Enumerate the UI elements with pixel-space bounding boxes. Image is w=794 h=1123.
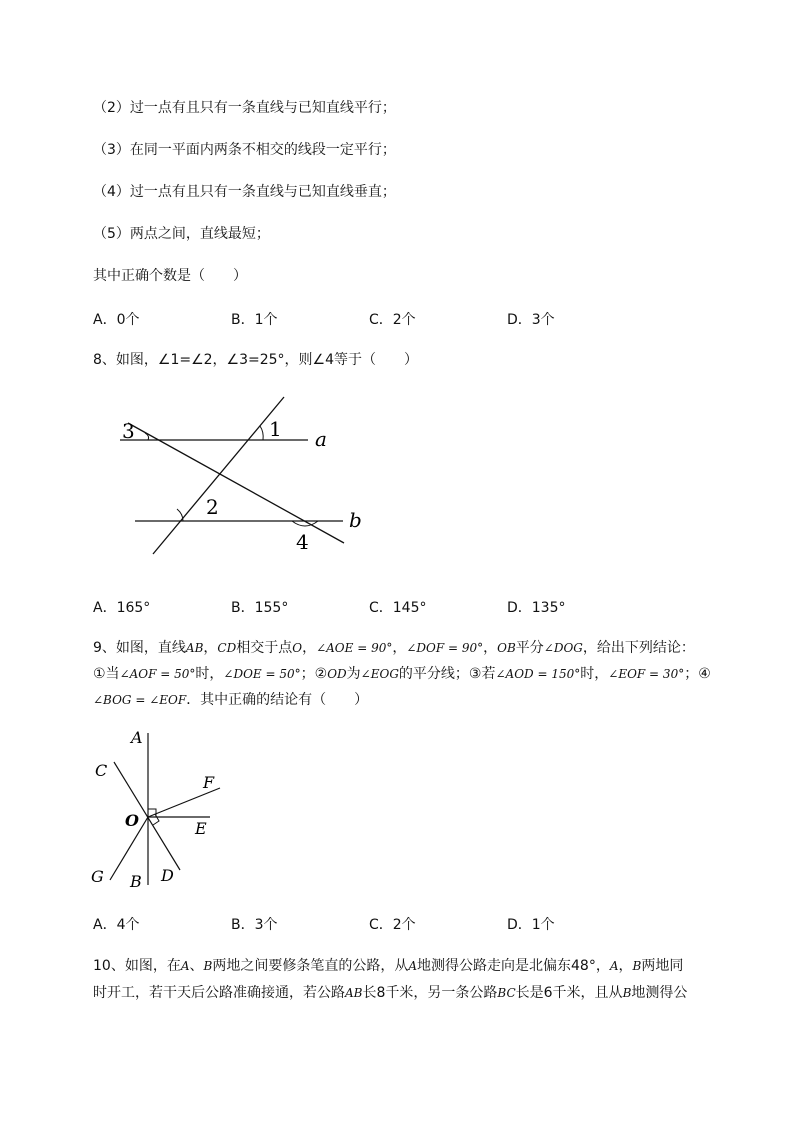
text: 地测得公: [631, 985, 688, 1001]
q8-option-a[interactable]: A．165°: [93, 600, 151, 616]
q9-figure: [85, 725, 245, 895]
angle-1-label: 1: [269, 417, 282, 441]
text: 10、如图，在: [93, 958, 181, 974]
text: 两地同: [641, 958, 684, 974]
q8-option-c[interactable]: C．145°: [369, 600, 427, 616]
math: OB: [497, 641, 516, 655]
math: ∠DOG: [543, 641, 583, 655]
text: 时，: [195, 666, 224, 682]
transversal-2: [153, 397, 284, 554]
q9-stem-line-2: [93, 664, 711, 684]
text: ；②: [300, 666, 328, 682]
math: O: [292, 641, 303, 655]
label-b: B: [130, 872, 142, 891]
q7-options: [93, 309, 733, 329]
line-a-label: a: [315, 427, 327, 451]
right-angle-mark-dof: [153, 814, 159, 825]
math: BC: [497, 986, 516, 1000]
q7-option-c[interactable]: C．2个: [369, 312, 416, 328]
label-o: O: [125, 811, 139, 830]
q9-options: [93, 914, 733, 934]
q8-options: [93, 597, 733, 617]
q9-stem-line-1: [93, 638, 695, 658]
q10-stem-line-1: [93, 956, 683, 976]
math: AB: [185, 641, 204, 655]
q9-option-c[interactable]: C．2个: [369, 917, 416, 933]
text: 长8千米，另一条公路: [362, 985, 498, 1001]
text: ，: [618, 958, 633, 974]
math: ∠AOD = 150°: [495, 667, 581, 681]
text: 相交于点: [236, 640, 293, 656]
q7-option-a[interactable]: A．0个: [93, 312, 140, 328]
math: ∠DOF = 90°: [406, 641, 484, 655]
text: ；④: [684, 666, 711, 682]
angle-3-label: 3: [122, 419, 135, 443]
text: 时，: [580, 666, 609, 682]
statement-4: （4）过一点有且只有一条直线与已知直线垂直；: [93, 184, 396, 200]
q8-stem: 8、如图，∠1=∠2，∠3=25°，则∠4等于（ ）: [93, 352, 419, 368]
math: ∠EOG: [360, 667, 399, 681]
statement-5: （5）两点之间，直线最短；: [93, 226, 270, 242]
text: 两地之间要修条笔直的公路，从: [212, 958, 409, 974]
text: 9、如图，直线: [93, 640, 186, 656]
line-b-label: b: [349, 508, 362, 532]
text: 、: [189, 958, 204, 974]
math: A: [408, 959, 417, 973]
q9-option-d[interactable]: D．1个: [507, 917, 555, 933]
math: ∠DOE = 50°: [223, 667, 301, 681]
math: OD: [327, 667, 347, 681]
q9-option-b[interactable]: B．3个: [231, 917, 278, 933]
text: 为: [346, 666, 361, 682]
label-d: D: [161, 866, 174, 885]
q7-option-b[interactable]: B．1个: [231, 312, 278, 328]
text: ，: [203, 640, 218, 656]
text: 的平分线；③若: [398, 666, 496, 682]
q7-prompt: 其中正确个数是（ ）: [93, 268, 247, 284]
math: ∠AOE = 90°: [316, 641, 393, 655]
label-g: G: [91, 867, 104, 886]
angle-4-label: 4: [296, 530, 309, 554]
q8-option-d[interactable]: D．135°: [507, 600, 566, 616]
math: CD: [217, 641, 237, 655]
math: A: [180, 959, 190, 973]
text: ，: [302, 640, 317, 656]
ray-of: [148, 788, 220, 817]
text: ①当: [93, 666, 120, 682]
text: ，: [392, 640, 407, 656]
math: ∠AOF = 50°: [119, 667, 196, 681]
angle-1-arc: [260, 426, 263, 440]
text: ，给出下列结论：: [582, 640, 695, 656]
q9-option-a[interactable]: A．4个: [93, 917, 140, 933]
math: B: [632, 959, 642, 973]
q8-option-b[interactable]: B．155°: [231, 600, 289, 616]
statement-3: （3）在同一平面内两条不相交的线段一定平行；: [93, 142, 396, 158]
q7-option-d[interactable]: D．3个: [507, 312, 555, 328]
text: 地测得公路走向是北偏东48°，: [417, 958, 610, 974]
label-c: C: [95, 761, 108, 780]
label-a: A: [131, 728, 143, 747]
text: ，: [483, 640, 498, 656]
text: 长是6千米，且从: [515, 985, 623, 1001]
statement-2: （2）过一点有且只有一条直线与已知直线平行；: [93, 100, 396, 116]
math: B: [203, 959, 213, 973]
math: B: [622, 986, 632, 1000]
math: AB: [345, 986, 363, 1000]
text: 时开工，若干天后公路准确接通，若公路: [93, 985, 345, 1001]
q9-stem-line-3: [93, 690, 368, 710]
ray-oc-od: [114, 762, 180, 870]
angle-2-label: 2: [206, 495, 219, 519]
label-f: F: [203, 773, 215, 792]
text: 平分: [515, 640, 544, 656]
math: ∠BOG = ∠EOF: [93, 693, 187, 707]
text: ．其中正确的结论有（ ）: [186, 692, 369, 708]
q8-figure: [100, 390, 380, 565]
q10-stem-line-2: [93, 983, 687, 1003]
math: A: [609, 959, 619, 973]
math: ∠EOF = 30°: [608, 667, 685, 681]
label-e: E: [195, 819, 207, 838]
